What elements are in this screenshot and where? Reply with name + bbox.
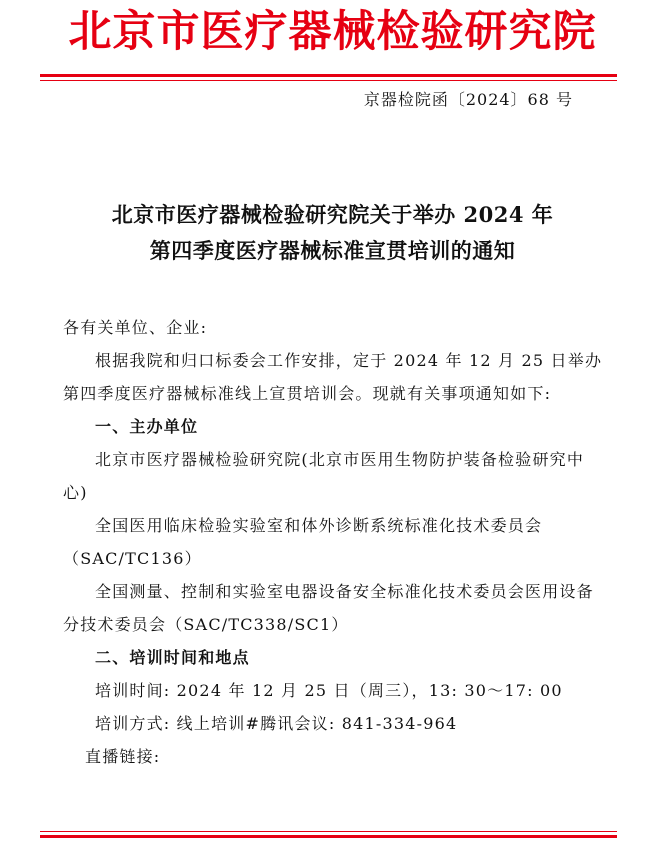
section-heading-time-place: 二、培训时间和地点 xyxy=(95,648,250,667)
training-method: 培训方式: 线上培训#腾讯会议: 841-334-964 xyxy=(95,714,458,733)
document-title-line-2: 第四季度医疗器械标准宣贯培训的通知 xyxy=(149,238,516,263)
live-stream-link-label: 直播链接: xyxy=(85,747,161,766)
footer-divider-thin xyxy=(40,831,617,832)
document-number: 京器检院函〔2024〕68 号 xyxy=(363,90,573,109)
footer-divider-thick xyxy=(40,835,617,838)
document-body xyxy=(63,311,603,773)
document-title xyxy=(40,197,625,269)
institute-letterhead: 北京市医疗器械检验研究院 xyxy=(68,7,597,57)
organizer-item: 北京市医疗器械检验研究院(北京市医用生物防护装备检验研究中心) xyxy=(63,450,585,502)
letterhead-divider-thick xyxy=(40,74,617,77)
organizer-item: 全国医用临床检验实验室和体外诊断系统标准化技术委员会（SAC/TC136） xyxy=(63,516,543,568)
salutation: 各有关单位、企业: xyxy=(63,318,208,337)
intro-paragraph: 根据我院和归口标委会工作安排，定于 2024 年 12 月 25 日举办第四季度医疗器械标准线上宣贯培训会。现就有关事项通知如下: xyxy=(63,351,603,403)
letterhead-divider-thin xyxy=(40,80,617,81)
training-time: 培训时间: 2024 年 12 月 25 日（周三），13: 30～17: 00 xyxy=(95,681,563,700)
section-heading-organizers: 一、主办单位 xyxy=(95,417,199,436)
document-title-line-1: 北京市医疗器械检验研究院关于举办 2024 年 xyxy=(111,202,554,227)
organizer-item: 全国测量、控制和实验室电器设备安全标准化技术委员会医用设备分技术委员会（SAC/TC338/SC1） xyxy=(63,582,594,634)
